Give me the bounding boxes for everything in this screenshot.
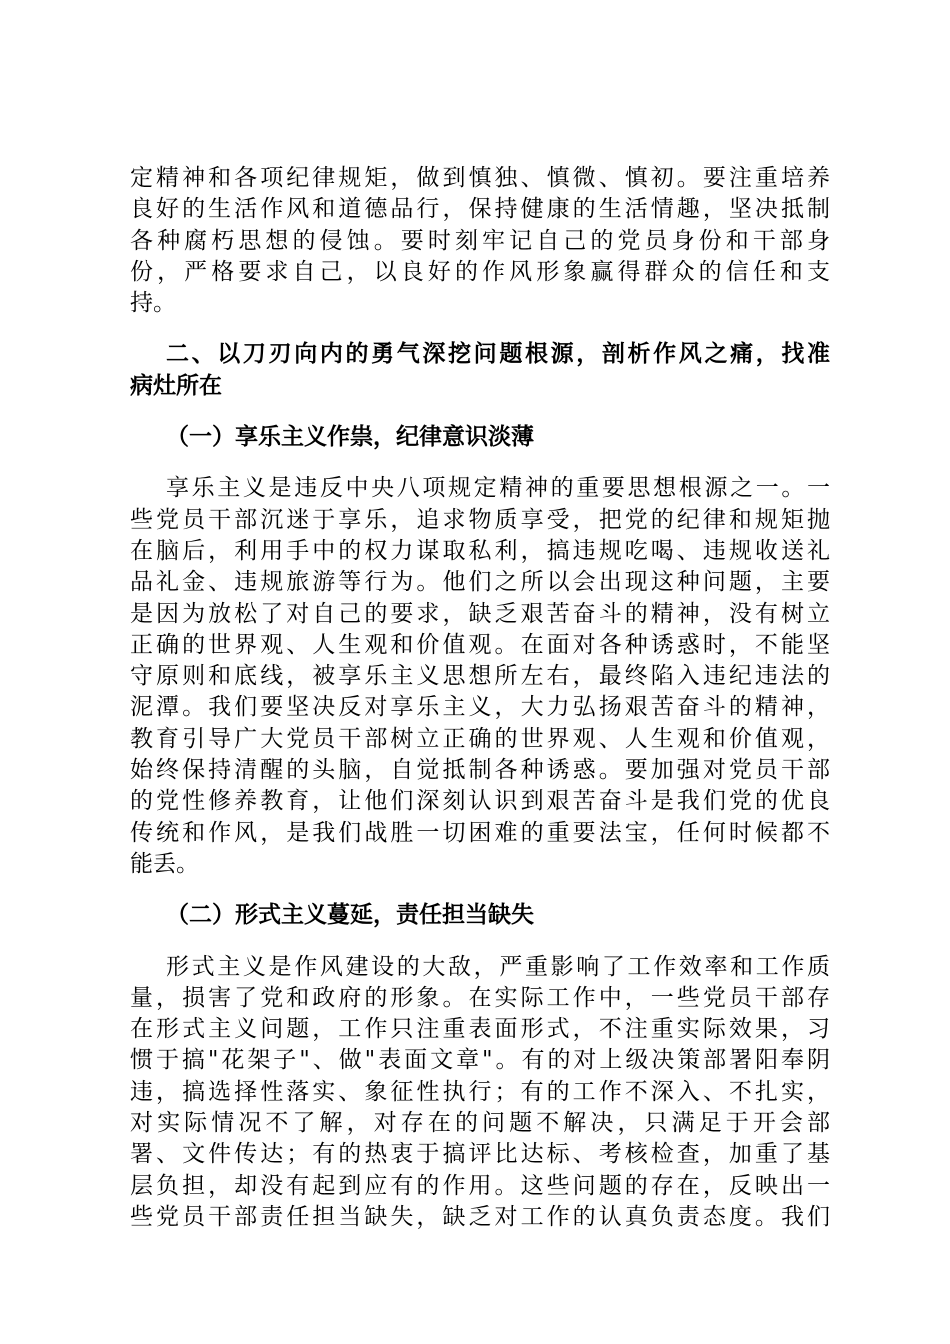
text-line: 署、文件传达；有的热衷于搞评比达标、考核检查，加重了基 <box>130 1141 830 1168</box>
subheading-line: （二）形式主义蔓延，责任担当缺失 <box>166 902 534 929</box>
text-line: 守原则和底线，被享乐主义思想所左右，最终陷入违纪违法的 <box>130 663 830 690</box>
subheading-line: （一）享乐主义作祟，纪律意识淡薄 <box>166 424 534 451</box>
text-line: 惯于搞"花架子"、做"表面文章"。有的对上级决策部署阳奉阴 <box>130 1047 830 1074</box>
text-line: 泥潭。我们要坚决反对享乐主义，大力弘扬艰苦奋斗的精神， <box>130 694 830 721</box>
paragraph-intro <box>130 163 830 319</box>
text-line: 些党员干部责任担当缺失，缺乏对工作的认真负责态度。我们 <box>130 1203 830 1230</box>
text-line: 些党员干部沉迷于享乐，追求物质享受，把党的纪律和规矩抛 <box>130 506 830 533</box>
text-line: 始终保持清醒的头脑，自觉抵制各种诱惑。要加强对党员干部 <box>130 757 830 784</box>
heading-line: 病灶所在 <box>130 372 222 399</box>
document-page <box>130 163 830 1233</box>
text-line: 份，严格要求自己，以良好的作风形象赢得群众的信任和支 <box>130 258 830 285</box>
text-line: 量，损害了党和政府的形象。在实际工作中，一些党员干部存 <box>130 984 830 1011</box>
text-line: 在脑后，利用手中的权力谋取私利，搞违规吃喝、违规收送礼 <box>130 537 830 564</box>
text-line: 能丢。 <box>130 850 199 877</box>
text-line: 定精神和各项纪律规矩，做到慎独、慎微、慎初。要注重培养 <box>130 165 830 191</box>
text-line: 形式主义是作风建设的大敌，严重影响了工作效率和工作质 <box>166 953 830 980</box>
text-line: 层负担，却没有起到应有的作用。这些问题的存在，反映出一 <box>130 1172 830 1199</box>
text-line: 对实际情况不了解，对存在的问题不解决，只满足于开会部 <box>130 1110 830 1137</box>
subsection-heading-1 <box>130 422 830 453</box>
text-line: 享乐主义是违反中央八项规定精神的重要思想根源之一。一 <box>166 475 830 502</box>
paragraph-sub1 <box>130 473 830 880</box>
text-line: 各种腐朽思想的侵蚀。要时刻牢记自己的党员身份和干部身 <box>130 227 830 254</box>
section-heading-2 <box>130 339 830 402</box>
heading-line: 二、以刀刃向内的勇气深挖问题根源，剖析作风之痛，找准 <box>166 341 830 368</box>
text-line: 是因为放松了对自己的要求，缺乏艰苦奋斗的精神，没有树立 <box>130 600 830 627</box>
text-line: 传统和作风，是我们战胜一切困难的重要法宝，任何时候都不 <box>130 819 830 846</box>
text-line: 的党性修养教育，让他们深刻认识到艰苦奋斗是我们党的优良 <box>130 788 830 815</box>
text-line: 教育引导广大党员干部树立正确的世界观、人生观和价值观， <box>130 725 830 752</box>
paragraph-sub2 <box>130 952 830 1234</box>
text-line: 持。 <box>130 290 176 317</box>
text-line: 正确的世界观、人生观和价值观。在面对各种诱惑时，不能坚 <box>130 631 830 658</box>
text-line: 在形式主义问题，工作只注重表面形式，不注重实际效果，习 <box>130 1016 830 1043</box>
text-line: 良好的生活作风和道德品行，保持健康的生活情趣，坚决抵制 <box>130 196 830 223</box>
text-line: 违，搞选择性落实、象征性执行；有的工作不深入、不扎实， <box>130 1078 830 1105</box>
subsection-heading-2 <box>130 900 830 931</box>
text-line: 品礼金、违规旅游等行为。他们之所以会出现这种问题，主要 <box>130 569 830 596</box>
